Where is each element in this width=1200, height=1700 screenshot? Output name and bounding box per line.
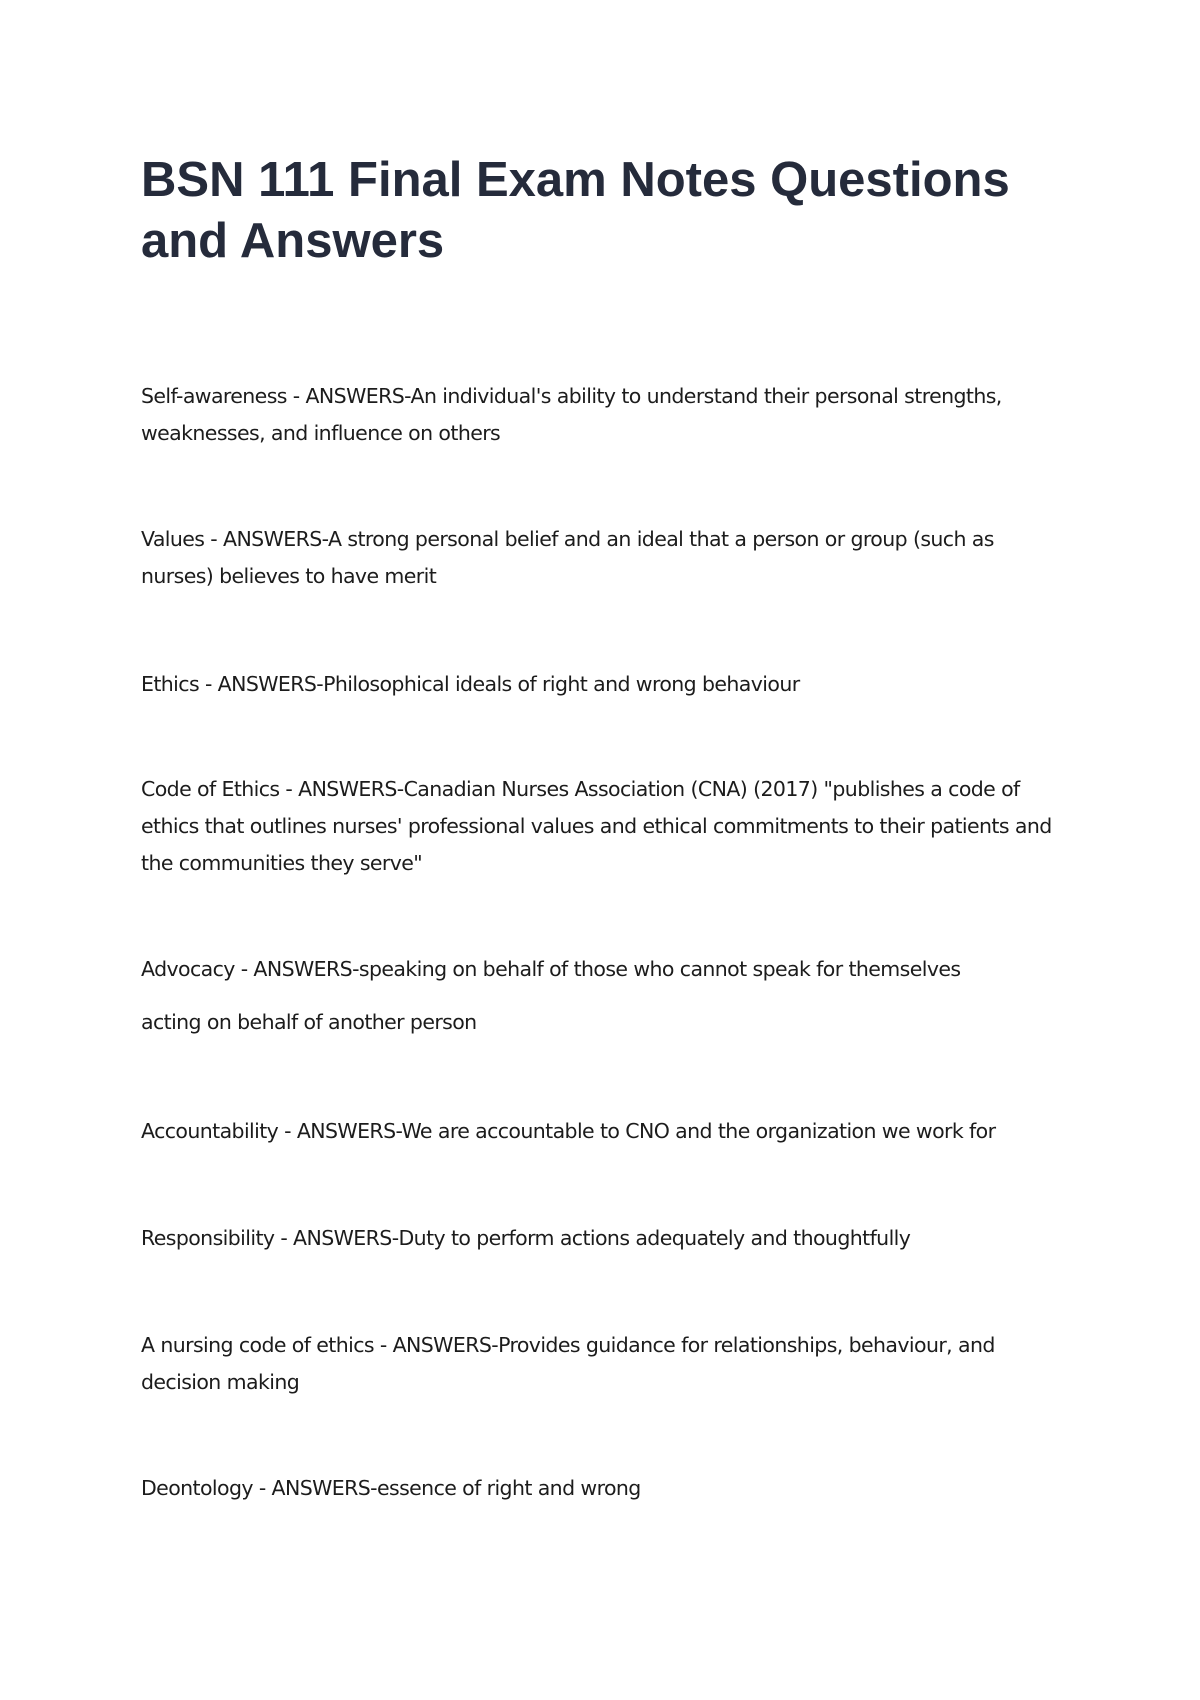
qa-entry-responsibility xyxy=(141,1220,1071,1257)
answers-separator: - ANSWERS- xyxy=(234,957,359,981)
answer: Duty to perform actions adequately and thoughtfully xyxy=(398,1226,911,1250)
answer: We are accountable to CNO and the organization we work for xyxy=(401,1119,996,1143)
qa-line xyxy=(141,666,1071,703)
qa-line xyxy=(141,951,1071,988)
answers-separator: - ANSWERS- xyxy=(274,1226,399,1250)
answer: An individual's ability to understand their personal strengths, weaknesses, and influence on others xyxy=(141,384,1002,445)
qa-line xyxy=(141,521,1071,595)
qa-entry-self-awareness xyxy=(141,378,1071,452)
qa-line xyxy=(141,1327,1071,1401)
term: Advocacy xyxy=(141,957,235,981)
qa-entry-code-of-ethics xyxy=(141,771,1071,882)
qa-line xyxy=(141,1220,1071,1257)
qa-line xyxy=(141,1470,1071,1507)
term: Deontology xyxy=(141,1476,253,1500)
answers-separator: - ANSWERS- xyxy=(252,1476,377,1500)
term: A nursing code of ethics xyxy=(141,1333,374,1357)
term: Self-awareness xyxy=(141,384,287,408)
answers-separator: - ANSWERS- xyxy=(204,527,329,551)
answer: essence of right and wrong xyxy=(376,1476,641,1500)
qa-entry-advocacy xyxy=(141,951,1071,1041)
term: Code of Ethics xyxy=(141,777,280,801)
qa-line xyxy=(141,378,1071,452)
document-title: BSN 111 Final Exam Notes Questions and Answers xyxy=(141,153,1010,268)
qa-line xyxy=(141,1113,1071,1150)
qa-entry-values xyxy=(141,521,1071,595)
answer: speaking on behalf of those who cannot speak for themselves xyxy=(358,957,961,981)
qa-entry-deontology xyxy=(141,1470,1071,1507)
answer: Provides guidance for relationships, behaviour, and decision making xyxy=(141,1333,995,1394)
qa-entry-accountability xyxy=(141,1113,1071,1150)
qa-line xyxy=(141,771,1071,882)
qa-entry-ethics xyxy=(141,666,1071,703)
qa-entry-nursing-code-of-ethics xyxy=(141,1327,1071,1401)
qa-extra-line: acting on behalf of another person xyxy=(141,1010,477,1034)
answers-separator: - ANSWERS- xyxy=(286,384,411,408)
term: Values xyxy=(141,527,205,551)
answers-separator: - ANSWERS- xyxy=(278,1119,402,1143)
term: Responsibility xyxy=(141,1226,275,1250)
answers-separator: - ANSWERS- xyxy=(199,672,324,696)
term: Ethics xyxy=(141,672,200,696)
answers-separator: - ANSWERS- xyxy=(279,777,404,801)
answers-separator: - ANSWERS- xyxy=(373,1333,499,1357)
term: Accountability xyxy=(141,1119,279,1143)
answer: Philosophical ideals of right and wrong behaviour xyxy=(323,672,800,696)
answer: Canadian Nurses Association (CNA) (2017) "publishes a code of ethics that outlines nurses' professional values and ethical commitments to their patients and the communities they serve" xyxy=(141,777,1052,875)
answer: A strong personal belief and an ideal that a person or group (such as nurses) believes to have merit xyxy=(141,527,994,588)
